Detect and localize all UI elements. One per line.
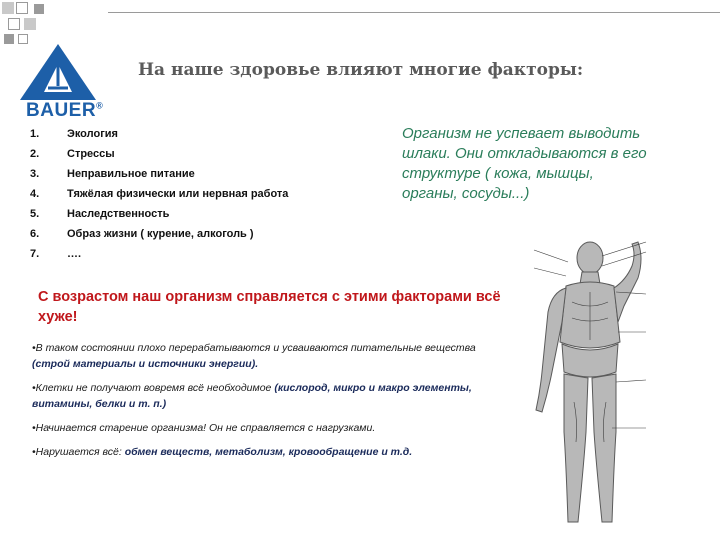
list-item: 6. Образ жизни ( курение, алкоголь ) bbox=[30, 228, 254, 240]
list-item: 5. Наследственность bbox=[30, 208, 170, 220]
corner-square bbox=[16, 2, 28, 14]
list-item: 2. Стрессы bbox=[30, 148, 115, 160]
slide-title: На наше здоровье влияют многие факторы: bbox=[138, 60, 584, 80]
list-item: 1. Экология bbox=[30, 128, 118, 140]
corner-square bbox=[4, 34, 14, 44]
warning-text: С возрастом наш организм справляется с этими факторами всё хуже! bbox=[38, 289, 501, 325]
corner-square bbox=[2, 2, 14, 14]
bullet-item: •В таком состоянии плохо перерабатываются и усваиваются питательные вещества (строй материалы и источники энергии). bbox=[32, 342, 476, 370]
factor-list bbox=[30, 124, 288, 264]
bullet-list bbox=[32, 340, 502, 468]
bullet-item: •Нарушается всё: обмен веществ, метаболизм, кровообращение и т.д. bbox=[32, 446, 413, 458]
bullet-item: •Начинается старение организма! Он не справляется с нагрузками. bbox=[32, 422, 376, 434]
list-item: 7. …. bbox=[30, 248, 82, 260]
corner-square bbox=[24, 18, 36, 30]
list-item: 3. Неправильное питание bbox=[30, 168, 195, 180]
aside-note: Организм не успевает выводить шлаки. Они откладываются в его структуре ( кожа, мышцы, органы, сосуды...) bbox=[402, 125, 647, 202]
bullet-item: •Клетки не получают вовремя всё необходимое (кислород, микро и макро элементы, витамины, белки и т. п.) bbox=[32, 382, 472, 410]
corner-square bbox=[34, 4, 44, 14]
brand-name: BAUER® bbox=[26, 100, 104, 121]
corner-square bbox=[8, 18, 20, 30]
list-item: 4. Тяжёлая физически или нервная работа bbox=[30, 188, 289, 200]
muscle-anatomy-figure bbox=[528, 232, 688, 532]
header-rule bbox=[108, 12, 720, 13]
